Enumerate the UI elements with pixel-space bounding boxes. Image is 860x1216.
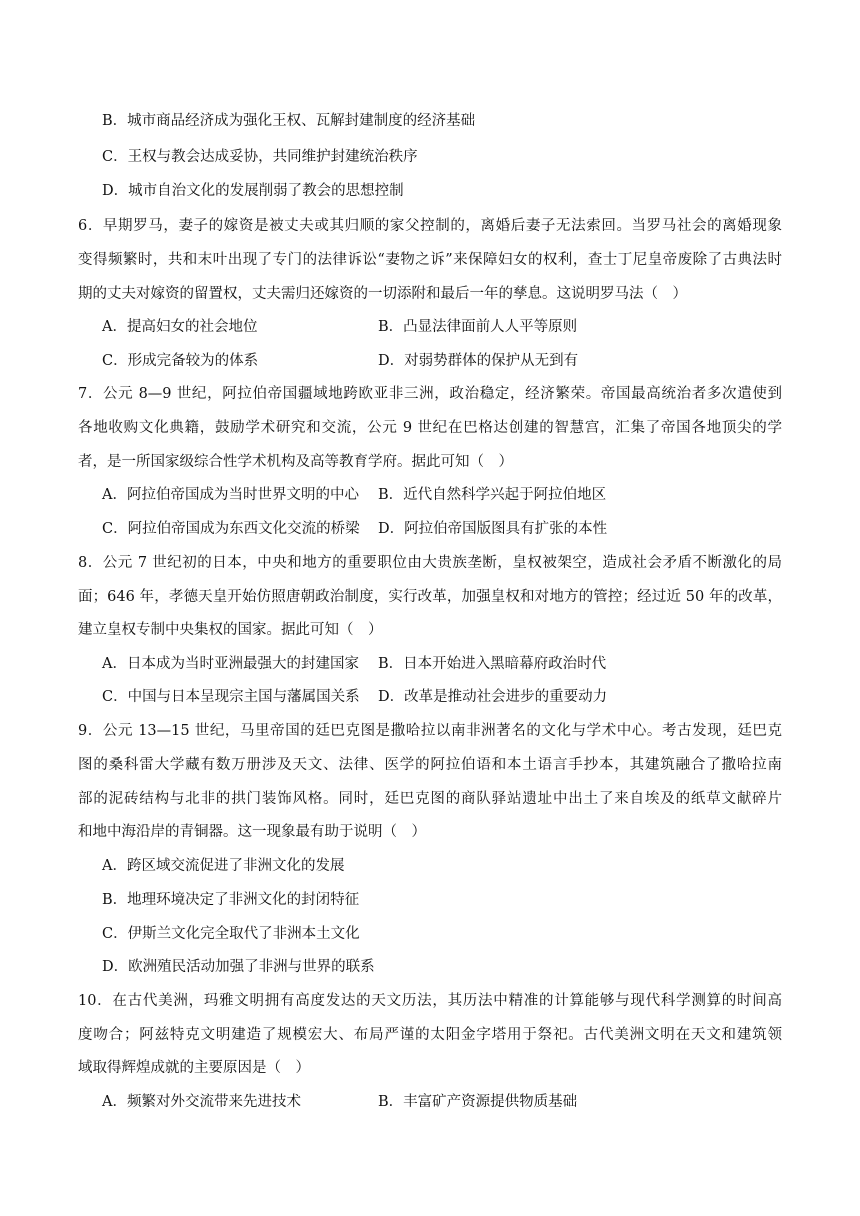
q6-stem-line-1: 6．早期罗马，妻子的嫁资是被丈夫或其归顺的家父控制的，离婚后妻子无法索回。当罗马社会的离婚现象: [78, 218, 782, 234]
q10-option-a: A．频繁对外交流带来先进技术: [102, 1094, 301, 1110]
q9-stem-line-3: 部的泥砖结构与北非的拱门装饰风格。同时，廷巴克图的商队驿站遗址中出土了来自埃及的纸草文献碎片: [78, 791, 782, 807]
q7-stem-line-2: 各地收购文化典籍，鼓励学术研究和交流，公元 9 世纪在巴格达创建的智慧宫，汇集了帝国各地顶尖的学: [78, 420, 782, 436]
q10-stem-line-1: 10．在古代美洲，玛雅文明拥有高度发达的天文历法，其历法中精准的计算能够与现代科学测算的时间高: [78, 993, 782, 1009]
q9-option-b: B．地理环境决定了非洲文化的封闭特征: [102, 892, 360, 908]
q6-stem-line-2: 变得频繁时，共和末叶出现了专门的法律诉讼“妻物之诉”来保障妇女的权利，查士丁尼皇帝废除了古典法时: [78, 252, 782, 268]
q9-option-a: A．跨区域交流促进了非洲文化的发展: [102, 858, 345, 874]
q5-option-c: C．王权与教会达成妥协，共同维护封建统治秩序: [102, 149, 418, 165]
q10-option-b: B．丰富矿产资源提供物质基础: [378, 1094, 578, 1110]
q8-option-c: C．中国与日本呈现宗主国与藩属国关系: [102, 689, 360, 705]
q6-option-b: B．凸显法律面前人人平等原则: [378, 319, 578, 335]
q5-option-d: D．城市自治文化的发展削弱了教会的思想控制: [102, 183, 404, 199]
q7-option-d: D．阿拉伯帝国版图具有扩张的本性: [378, 521, 608, 537]
q6-option-d: D．对弱势群体的保护从无到有: [378, 353, 579, 369]
q6-option-a: A．提高妇女的社会地位: [102, 319, 258, 335]
q9-option-d: D．欧洲殖民活动加强了非洲与世界的联系: [102, 959, 375, 975]
q7-option-c: C．阿拉伯帝国成为东西文化交流的桥梁: [102, 521, 360, 537]
q9-stem-line-2: 图的桑科雷大学藏有数万册涉及天文、法律、医学的阿拉伯语和本土语言手抄本，其建筑融合了撒哈拉南: [78, 757, 782, 773]
q8-stem-line-2: 面；646 年，孝德天皇开始仿照唐朝政治制度，实行改革，加强皇权和对地方的管控；经过近 50 年的改革，: [78, 589, 782, 605]
q7-option-a: A．阿拉伯帝国成为当时世界文明的中心: [102, 487, 359, 503]
q9-stem-line-4: 和地中海沿岸的青铜器。这一现象最有助于说明（ ）: [78, 824, 426, 840]
q7-stem-line-3: 者，是一所国家级综合性学术机构及高等教育学府。据此可知（ ）: [78, 454, 513, 470]
q8-stem-line-3: 建立皇权专制中央集权的国家。据此可知（ ）: [78, 622, 383, 638]
q8-option-a: A．日本成为当时亚洲最强大的封建国家: [102, 656, 359, 672]
q6-option-c: C．形成完备较为的体系: [102, 353, 259, 369]
q7-stem-line-1: 7．公元 8—9 世纪，阿拉伯帝国疆域地跨欧亚非三洲，政治稳定，经济繁荣。帝国最高统治者多次遣使到: [78, 386, 782, 402]
q5-option-b: B．城市商品经济成为强化王权、瓦解封建制度的经济基础: [102, 113, 476, 129]
q7-option-b: B．近代自然科学兴起于阿拉伯地区: [378, 487, 607, 503]
q8-stem-line-1: 8．公元 7 世纪初的日本，中央和地方的重要职位由大贵族垄断，皇权被架空，造成社会矛盾不断激化的局: [78, 555, 782, 571]
q10-stem-line-3: 域取得辉煌成就的主要原因是（ ）: [78, 1060, 310, 1076]
q8-option-b: B．日本开始进入黑暗幕府政治时代: [378, 656, 607, 672]
q6-stem-line-3: 期的丈夫对嫁资的留置权，丈夫需归还嫁资的一切添附和最后一年的孳息。这说明罗马法（ ）: [78, 286, 687, 302]
q9-option-c: C．伊斯兰文化完全取代了非洲本土文化: [102, 926, 360, 942]
q8-option-d: D．改革是推动社会进步的重要动力: [378, 689, 608, 705]
q9-stem-line-1: 9．公元 13—15 世纪，马里帝国的廷巴克图是撒哈拉以南非洲著名的文化与学术中心。考古发现，廷巴克: [78, 723, 782, 739]
q10-stem-line-2: 度吻合；阿兹特克文明建造了规模宏大、布局严谨的太阳金字塔用于祭祀。古代美洲文明在天文和建筑领: [78, 1027, 782, 1043]
